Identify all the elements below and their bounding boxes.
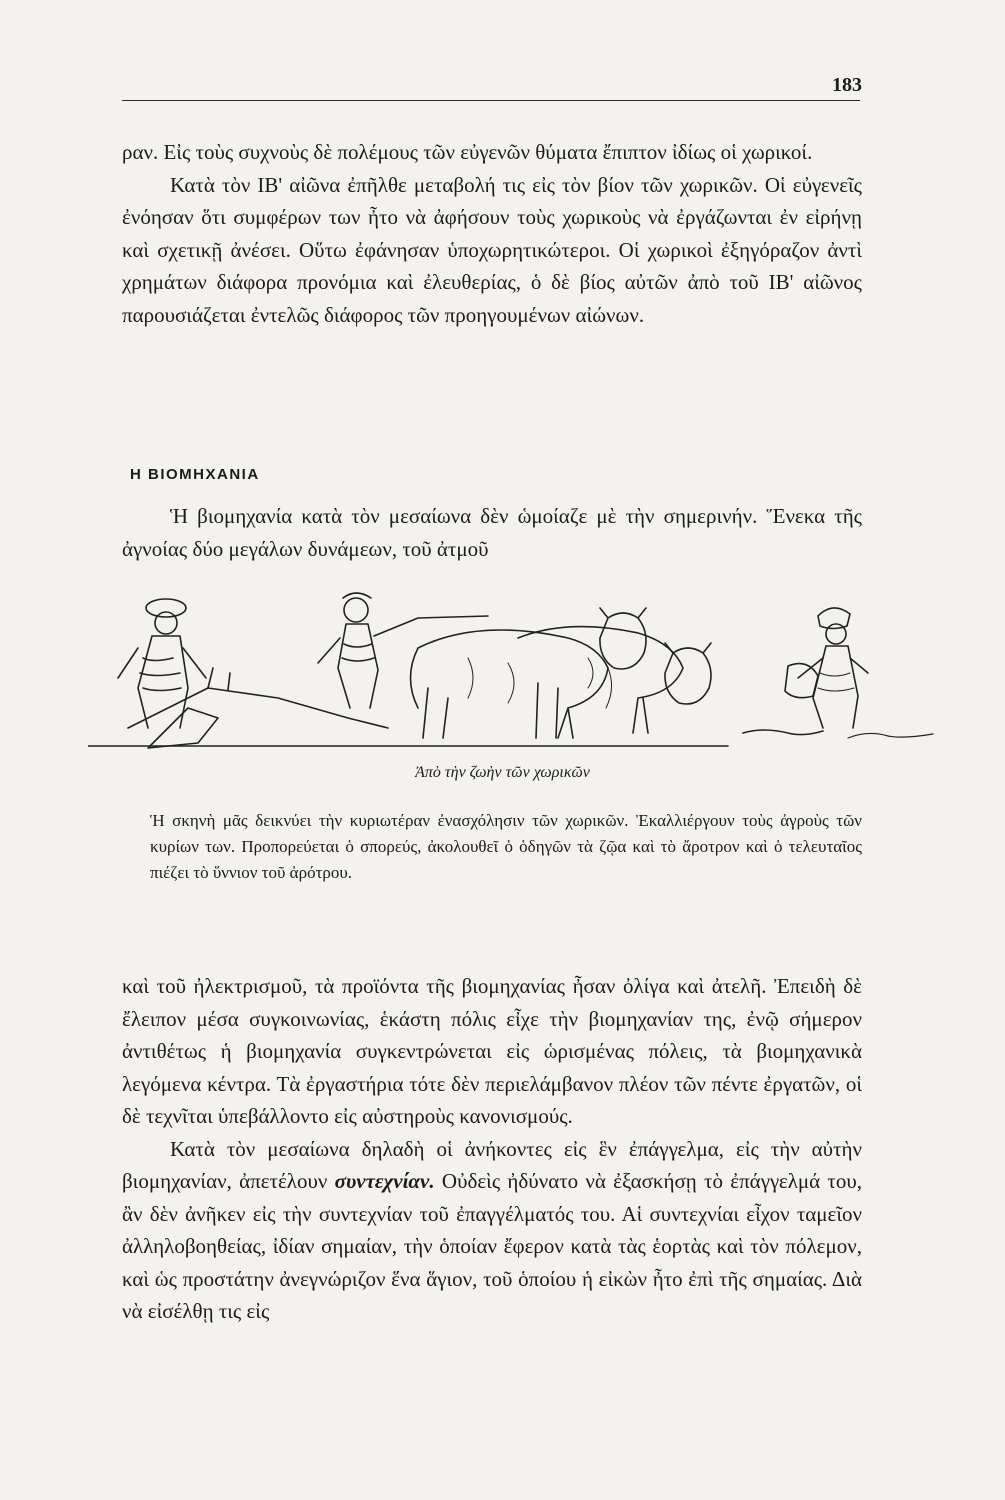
plough-beam bbox=[128, 688, 388, 728]
section-heading: Η ΒΙΟΜΗΧΑΝΙΑ bbox=[130, 466, 260, 483]
plough-handles bbox=[208, 668, 230, 690]
ox-head-2 bbox=[665, 648, 711, 704]
ox-driver-figure bbox=[318, 593, 488, 708]
figure-caption-block bbox=[150, 808, 862, 886]
guild-term-emphasis: συντεχνίαν. bbox=[334, 1169, 435, 1193]
header-rule bbox=[122, 100, 860, 101]
paragraph-twelfth-century: Κατὰ τὸν ΙΒ' αἰῶνα ἐπῆλθε μεταβολή τις εἰς τὸν βίον τῶν χωρικῶν. Οἱ εὐγενεῖς ἐνόησαν ὅτι συμφέρων των ἦτο νὰ ἀφήσουν τοὺς χωρικοὺς νὰ ἐργάζωνται ἐν εἰρήνῃ καὶ σχετικῇ ἀνέσει. Οὕτω ἐφάνησαν ὑποχωρητικώτεροι. Οἱ χωρικοὶ ἐξηγόραζον ἀντὶ χρημάτων διάφορα προνόμια καὶ ἐλευθερίας, ὁ δὲ βίος αὐτῶν ἀπὸ τοῦ ΙΒ' αἰῶνος παρουσιάζεται ἐντελῶς διάφορος τῶν προηγουμένων αἰώνων. bbox=[122, 172, 862, 327]
guilds-text-part2: Οὐδεὶς ἠδύνατο νὰ ἐξασκήσῃ τὸ ἐπάγγελμά του, ἂν δὲν ἀνῆκεν εἰς τὴν συντεχνίαν τοῦ ἐπαγγέλματός του. Αἱ συντεχνίαι εἶχον ταμεῖον ἀλληλοβοηθείας, ἰδίαν σημαίαν, τὴν ὁποίαν ἔφερον κατὰ τὰς ἑορτὰς καὶ τὸν πόλεμον, καὶ ὡς προστάτην ἀνεγνώριζον ἕνα ἅγιον, τοῦ ὁποίου ἡ εἰκὼν ἦτο ἐπὶ τῆς σημαίας. Διὰ νὰ εἰσέλθῃ τις εἰς bbox=[122, 1169, 863, 1323]
oxen-figures bbox=[411, 608, 712, 738]
paragraph-industry-intro: Ἡ βιομηχανία κατὰ τὸν μεσαίωνα δὲν ὡμοίαζε μὲ τὴν σημερινήν. Ἕνεκα τῆς ἀγνοίας δύο μεγάλων δυνάμεων, τοῦ ἀτμοῦ bbox=[122, 504, 862, 561]
sower-figure bbox=[785, 608, 868, 728]
section-intro-block bbox=[122, 500, 862, 565]
bottom-text-block bbox=[122, 970, 862, 1328]
guilds-text-part1: Κατὰ τὸν μεσαίωνα δηλαδὴ οἱ ἀνήκοντες εἰς ἓν ἐπάγγελμα, εἰς τὴν αὐτὴν βιομηχανίαν, ἀπετέλουν bbox=[122, 1136, 862, 1193]
paragraph-industry-continued: καὶ τοῦ ἠλεκτρισμοῦ, τὰ προϊόντα τῆς βιομηχανίας ἦσαν ὀλίγα καὶ ἀτελῆ. Ἐπειδὴ δὲ ἔλειπον μέσα συγκοινωνίας, ἑκάστη πόλις εἶχε τὴν βιομηχανίαν της, ἐνῷ σήμερον ἀντιθέτως ἡ βιομηχανία συγκεντρώνεται εἰς ὡρισμένας πόλεις, τὰ βιομηχανικὰ λεγόμενα κέντρα. Τὰ ἐργαστήρια τότε δὲν περιελάμβανον πλέον τῶν πέντε ἐργατῶν, οἱ δὲ τεχνῖται ὑπεβάλλοντο εἰς αὐστηροὺς κανονισμούς. bbox=[122, 974, 862, 1128]
ground-tuft bbox=[743, 730, 823, 735]
plowing-scene-illustration bbox=[88, 578, 938, 758]
page-number: 183 bbox=[832, 74, 862, 96]
top-text-block bbox=[122, 136, 862, 331]
seed-basket bbox=[785, 664, 818, 698]
paragraph-guilds bbox=[122, 1133, 862, 1328]
paragraph-continuation: ραν. Εἰς τοὺς συχνοὺς δὲ πολέμους τῶν εὐγενῶν θύματα ἔπιπτον ἰδίως οἱ χωρικοί. bbox=[122, 140, 813, 164]
ploughman-figure bbox=[118, 599, 206, 728]
figure-title: Ἀπὸ τὴν ζωὴν τῶν χωρικῶν bbox=[415, 764, 590, 781]
ox-head-1 bbox=[600, 613, 646, 669]
figure-caption: Ἡ σκηνὴ μᾶς δεικνύει τὴν κυριωτέραν ἐνασχόλησιν τῶν χωρικῶν. Ἐκαλλιέργουν τοὺς ἀγροὺς τῶν κυρίων των. Προπορεύεται ὁ σπορεύς, ἀκολουθεῖ ὁ ὁδηγῶν τὰ ζῷα καὶ τὸ ἄροτρον καὶ ὁ τελευταῖος πιέζει τὸ ὕννιον τοῦ ἀρότρου. bbox=[150, 811, 862, 882]
